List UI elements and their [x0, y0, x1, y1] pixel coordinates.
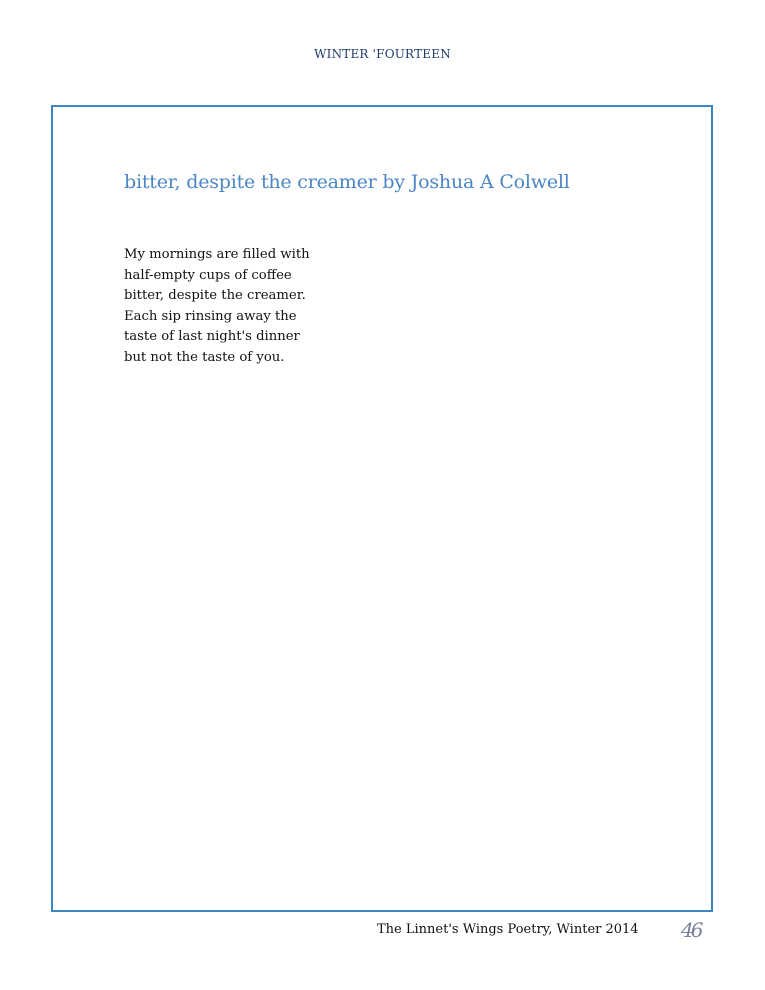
publication-footer: The Linnet's Wings Poetry, Winter 2014	[377, 922, 639, 937]
poem-line: but not the taste of you.	[124, 349, 285, 365]
poem-line: My mornings are filled with	[124, 247, 310, 262]
poem-line: taste of last night's dinner	[124, 329, 300, 344]
poem-body	[124, 245, 310, 368]
poem-line: bitter, despite the creamer.	[124, 288, 306, 303]
poem-line: Each sip rinsing away the	[124, 308, 297, 324]
poem-title: bitter, despite the creamer by Joshua A Colwell	[124, 171, 570, 193]
poem-line: half-empty cups of coffee	[124, 267, 292, 283]
running-header: WINTER 'FOURTEEN	[314, 47, 451, 61]
page-frame	[51, 105, 713, 912]
page-number: 46	[681, 918, 701, 942]
